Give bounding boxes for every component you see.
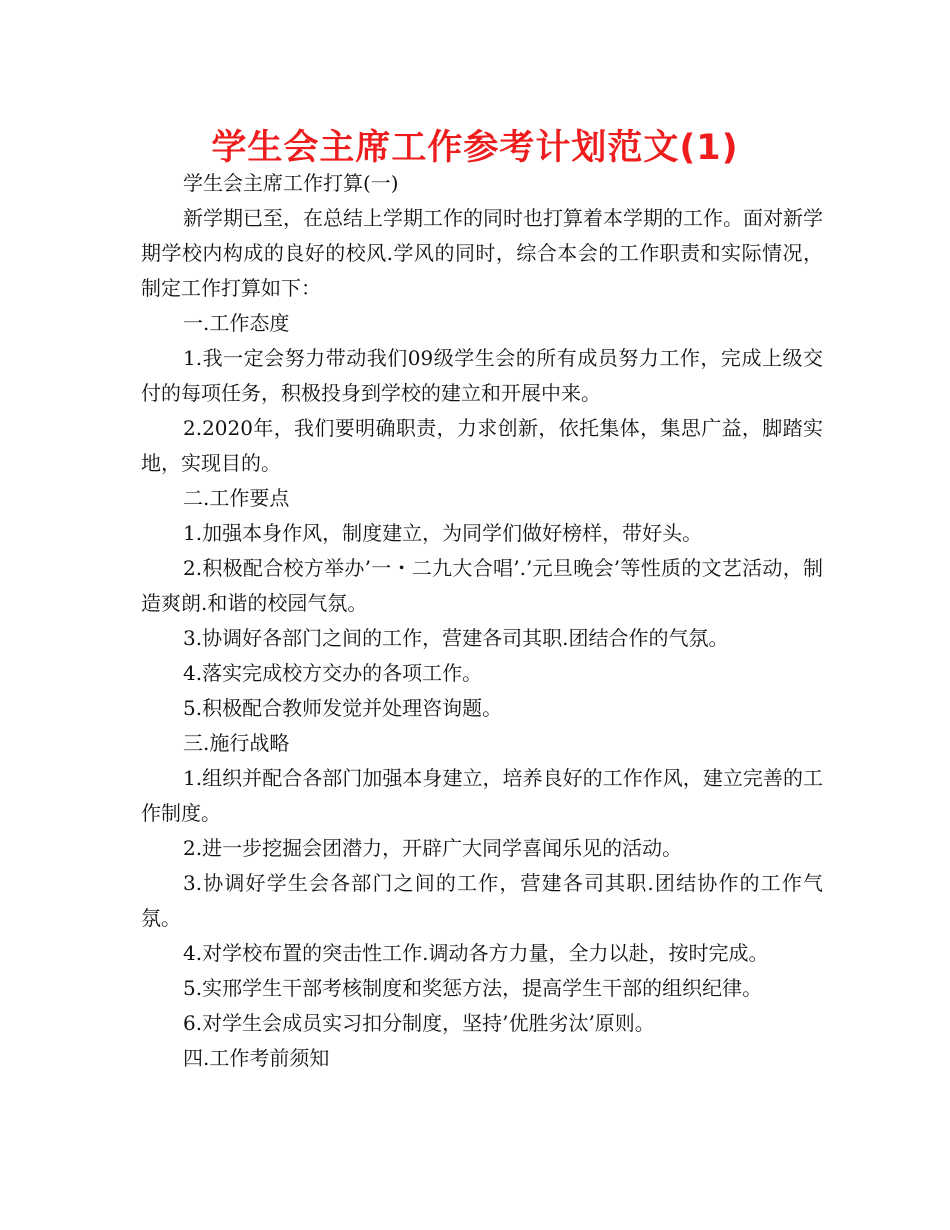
list-item: 4.落实完成校方交办的各项工作。	[183, 661, 483, 685]
list-item: 4.对学校布置的突击性工作.调动各方力量，全力以赴，按时完成。	[183, 941, 769, 965]
list-item: 1.我一定会努力带动我们09级学生会的所有成员努力工作，完成上级交付的每项任务，积极投身到学校的建立和开展中来。	[141, 346, 823, 405]
list-item: 1.组织并配合各部门加强本身建立，培养良好的工作作风，建立完善的工作制度。	[141, 766, 823, 825]
paragraph-subtitle: 学生会主席工作打算(一)	[183, 171, 399, 195]
list-item: 2.进一步挖掘会团潜力，开辟广大同学喜闻乐见的活动。	[183, 836, 683, 860]
paragraph-intro: 新学期已至，在总结上学期工作的同时也打算着本学期的工作。面对新学期学校内构成的良好的校风.学风的同时，综合本会的工作职责和实际情况，制定工作打算如下：	[141, 206, 823, 300]
section-heading-2: 二.工作要点	[183, 486, 290, 510]
section-heading-3: 三.施行战略	[183, 731, 290, 755]
list-item: 2.2020年，我们要明确职责，力求创新，依托集体，集思广益，脚踏实地，实现目的。	[141, 416, 823, 475]
document-body	[141, 166, 823, 1076]
list-item: 1.加强本身作风，制度建立，为同学们做好榜样，带好头。	[183, 521, 703, 545]
list-item: 6.对学生会成员实习扣分制度，坚持’优胜劣汰’原则。	[183, 1011, 655, 1035]
list-item: 3.协调好各部门之间的工作，营建各司其职.团结合作的气氛。	[183, 626, 729, 650]
list-item: 5.实邢学生干部考核制度和奖惩方法，提高学生干部的组织纪律。	[183, 976, 763, 1000]
list-item: 2.积极配合校方举办’一・二九大合唱’.’元旦晚会’等性质的文艺活动，制造爽朗.和谐的校园气氛。	[141, 556, 823, 615]
section-heading-4: 四.工作考前须知	[183, 1046, 330, 1070]
list-item: 5.积极配合教师发觉并处理咨询题。	[183, 696, 503, 720]
list-item: 3.协调好学生会各部门之间的工作，营建各司其职.团结协作的工作气氛。	[141, 871, 823, 930]
document-title: 学生会主席工作参考计划范文(1)	[211, 128, 739, 168]
section-heading-1: 一.工作态度	[183, 311, 290, 335]
